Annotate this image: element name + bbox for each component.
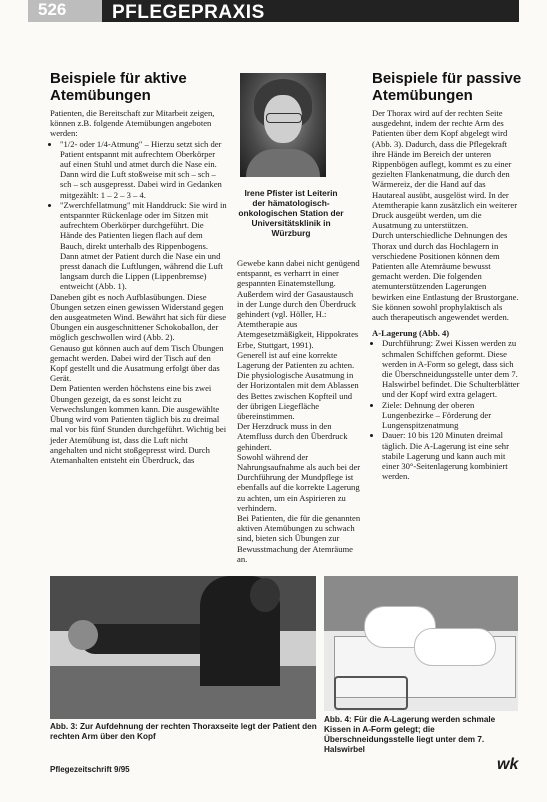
photo-patient-head xyxy=(68,620,98,650)
left-bullet: • "Zwerchfellatmung" mit Handdruck: Sie wird in entspannter Rückenlage oder im Sitzen mit aufrechtem Oberkörper durchgeführt. Die Hände des Patienten liegen flach auf dem Bauch, direkt unterhalb des Rippenbogens. Dann atmet der Patient durch die Nase ein und presst danach die Luftlungen, während die Luft langsam durch die Lippen (Lippenbremse) entweicht (Abb. 1). xyxy=(60,200,227,292)
middle-paragraph: Gewebe kann dabei nicht genügend entspannt, es verharrt in einer gespannten Einatemstellung. Außerdem wird der Gasaustausch in der Lunge durch den Überdruck gehindert (vgl. Höller, H.: Atemtherapie aus Atemgesetzmäßigkeit, Hippokrates Erbe, Stuttgart, 1991). xyxy=(237,258,360,350)
left-intro: Patienten, die Bereitschaft zur Mitarbeit zeigen, können z.B. folgende Atemübungen angeboten werden: xyxy=(50,108,215,139)
lagerung-label: Durchführung: xyxy=(382,338,434,349)
middle-paragraph: Generell ist auf eine korrekte Lagerung der Patienten zu achten. Die physiologische Ausatmung in der Horizontalen mit dem Ablassen des Bettes zwischen Kopfteil und der übrigen Liegefläche übereinstimmen. xyxy=(237,349,359,422)
middle-column xyxy=(237,258,362,564)
author-portrait xyxy=(240,73,326,177)
lagerung-label: Ziele: xyxy=(382,399,403,410)
portrait-body xyxy=(246,149,320,177)
figure-abb4-photo xyxy=(324,576,518,711)
left-paragraph: Genauso gut können auch auf dem Tisch Übungen gemacht werden. Dabei wird der Tisch auf den Kopf gestellt und die Ausatmung erfolgt über das Gerät. xyxy=(50,342,224,384)
right-paragraph: Der Thorax wird auf der rechten Seite ausgedehnt, indem der rechte Arm des Patienten über dem Kopf abgelegt wird (Abb. 3). Dadurch, dass die Pflegekraft ihre Hände im Bereich der unteren Rippenbögen auflegt, kommt es zu einer gezielten Flankenatmung, die durch den Wärmereiz, der die Hand auf das Hautareal ausübt, ausgelöst wird. In der Atemtherapie kann zusätzlich ein weiterer Druck ausgeübt werden, um die Ausatmung zu unterstützen. xyxy=(372,108,518,231)
photo-nurse-head xyxy=(250,578,280,612)
lagerung-text: 10 bis 120 Minuten dreimal täglich. Die A-Lagerung ist eine sehr stabile Lagerung und kann auch mit einer 30°-Seitenlagerung kombiniert werden. xyxy=(382,430,509,482)
lagerung-text: Zwei Kissen werden zu schmalen Schiffchen geformt. Diese werden in A-Form so gelegt, dass sich die Überschneidungsstelle unter dem 7. Halswirbel befindet. Die Schulterblätter und der Kopf wird extra gelagert. xyxy=(382,338,520,400)
lagerung-title: A-Lagerung (Abb. 4) xyxy=(372,328,450,339)
right-column xyxy=(372,108,520,481)
lagerung-item xyxy=(382,338,520,399)
photo-bed-rail xyxy=(334,676,408,710)
right-paragraph: Durch unterschiedliche Dehnungen des Thorax und durch das Hochlagern in verschiedene Positionen können dem Patienten alle Atemräume bewusst gemacht werden. Die folgenden atemunterstützenden Lagerungen bewirken eine Entlastung der Brustorgane. Sie können sowohl prophylaktisch als auch therapeutisch angewendet werden. xyxy=(372,230,519,323)
lagerung-text: Dehnung der oberen Lungenbezirke – Förderung der Lungenspitzenatmung xyxy=(382,399,492,431)
photo-pillow xyxy=(414,628,496,666)
left-bullet: • "1/2- oder 1/4-Atmung" – Hierzu setzt sich der Patient entspannt mit aufrechtem Oberkörper auf einen Stuhl und atmet durch die Nase ein. Dann wird die Luft stoßweise mit sch – sch – sch – sch ausgepresst. Dabei wird in Gedanken mitgezählt: 1 – 2 – 3 – 4. xyxy=(60,139,227,200)
publisher-logo: wk xyxy=(497,756,519,773)
journal-footer: Pflegezeitschrift 9/95 xyxy=(50,765,130,774)
left-heading: Beispiele für aktive Atemübungen xyxy=(50,70,187,104)
left-bullets xyxy=(50,139,227,292)
left-paragraph: Daneben gibt es noch Aufblasübungen. Diese Übungen setzen einen gewissen Widerstand gegen den ausgeatmeten Wind. Bewährt hat sich für diese Übungen ein ausgeschnittener Schokoballon, der möglich geschwollen wird (Abb. 2). xyxy=(50,291,227,343)
portrait-glasses xyxy=(266,113,302,123)
page-number-box xyxy=(28,0,102,22)
left-paragraph: Dem Patienten werden höchstens eine bis zwei Übungen gezeigt, da es sonst leicht zu Verwechslungen kommen kann. Die ausgewählte Übung wird vom Patienten täglich bis zu dreimal mal vor bis fünf Stunden durchgeführt. Wichtig bei jeder Atemübung ist, dass die Luft nicht angehalten und nicht stoßgepresst wird. Durch Atemanhalten entsteht ein Überdruck, das xyxy=(50,383,227,465)
lagerung-item xyxy=(382,430,520,481)
section-title: PFLEGEPRAXIS xyxy=(112,2,265,23)
lagerung-label: Dauer: xyxy=(382,430,406,441)
page-number: 526 xyxy=(38,0,67,19)
middle-paragraph: Der Herzdruck muss in den Atemfluss durch den Überdruck gehindert. xyxy=(237,421,348,452)
figure-abb3-caption: Abb. 3: Zur Aufdehnung der rechten Thoraxseite legt der Patient den rechten Arm über den Kopf xyxy=(50,722,317,741)
figure-abb4-caption: Abb. 4: Für die A-Lagerung werden schmale Kissen in A-Form gelegt; die Überschneidungsstelle liegt unter dem 7. Halswirbel xyxy=(324,715,496,754)
middle-paragraph: Bei Patienten, die für die genannten aktiven Atemübungen zu schwach sind, bieten sich Übungen zur Bewusstmachung der Atemräume an. xyxy=(237,513,361,564)
figure-abb3-photo xyxy=(50,576,316,719)
portrait-caption: Irene Pfister ist Leiterin der hämatologisch-onkologischen Station der Universitätsklinik in Würzburg xyxy=(238,188,344,238)
left-column xyxy=(50,108,227,465)
middle-paragraph: Sowohl während der Nahrungsaufnahme als auch bei der Durchführung der Mundpflege ist ebenfalls auf die korrekte Lagerung zu achten, um ein Aspirieren zu verhindern. xyxy=(237,451,361,513)
right-heading: Beispiele für passive Atemübungen xyxy=(372,70,522,104)
lagerung-list xyxy=(372,338,520,481)
lagerung-item xyxy=(382,400,520,431)
